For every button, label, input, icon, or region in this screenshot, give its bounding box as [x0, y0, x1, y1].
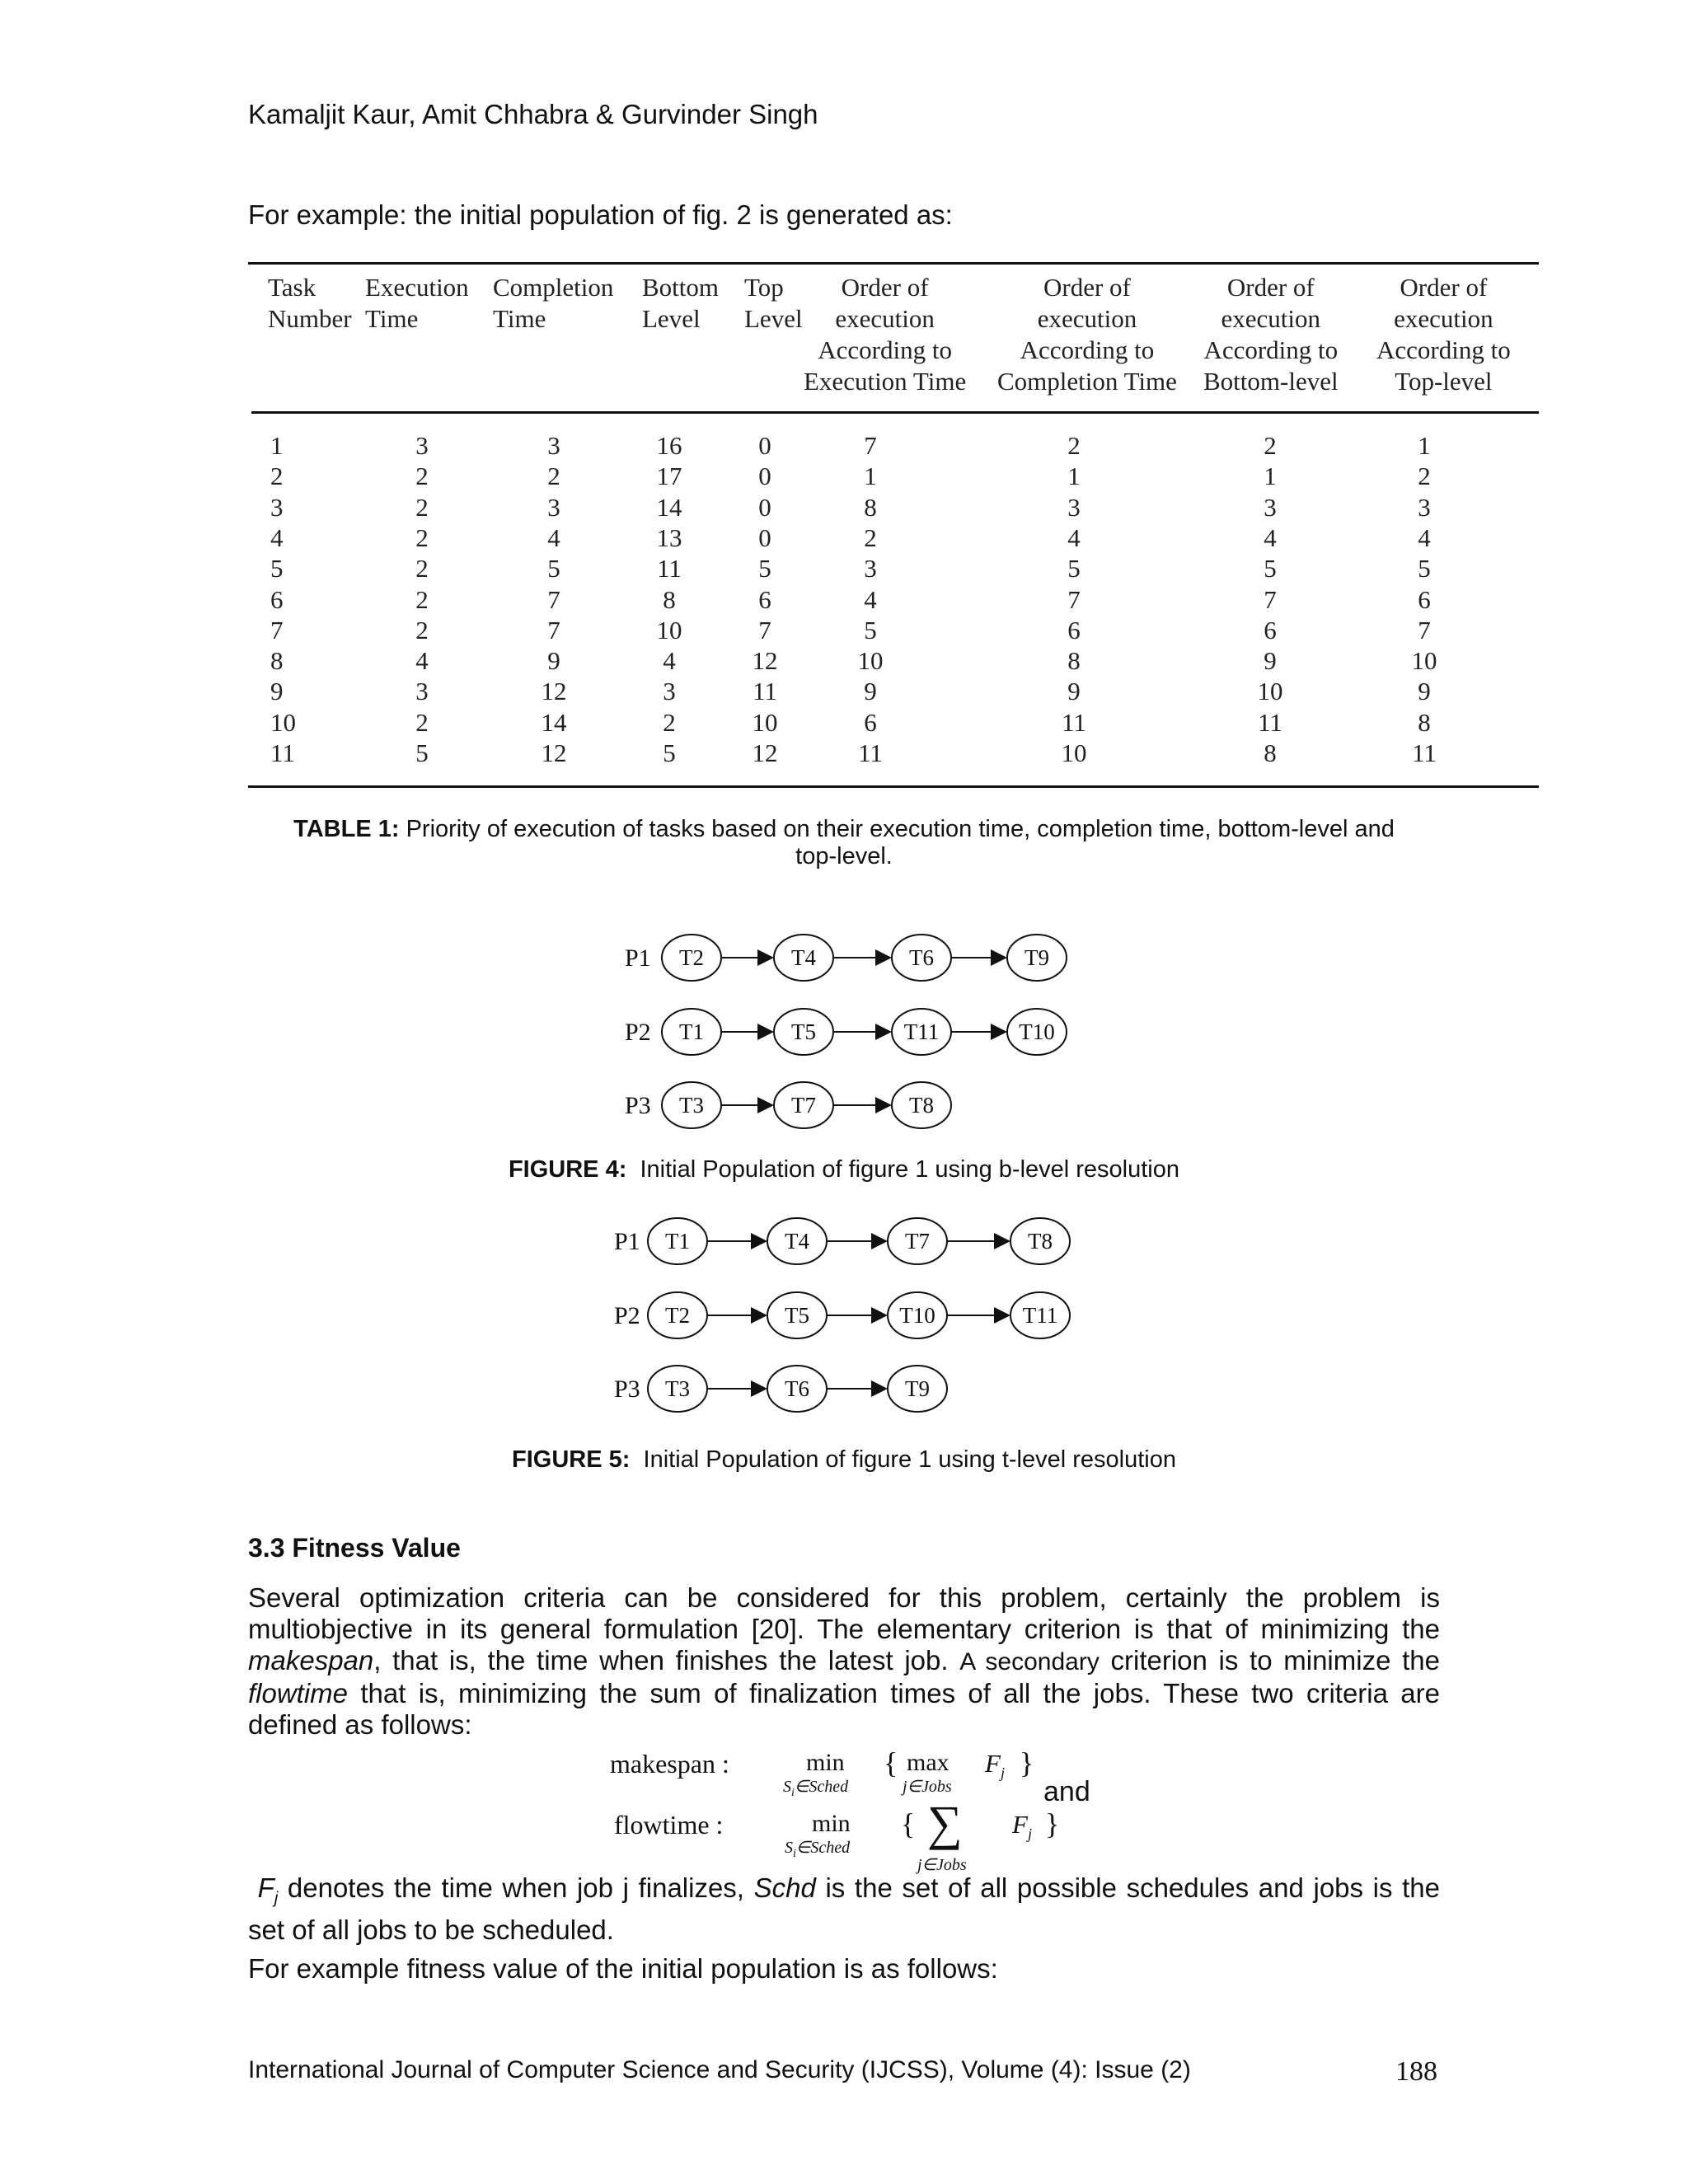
para2-text-a: denotes the time when job j finalizes,: [278, 1872, 754, 1903]
table-cell: 5: [1418, 554, 1431, 583]
makespan-F: $F_j$: [985, 1749, 1005, 1782]
table-cell: 14: [541, 707, 567, 737]
para1-text-d: criterion is to minimize the: [1099, 1645, 1440, 1675]
para1-text-c: A secondary: [959, 1648, 1100, 1675]
figure-5-caption-text: Initial Population of figure 1 using t-level resolution: [643, 1446, 1176, 1473]
table-cell: 10: [1411, 646, 1437, 676]
table-cell: 11: [753, 677, 777, 706]
processor-label: P2: [625, 1019, 651, 1046]
table-bottom-rule: [248, 785, 1539, 788]
task-node-label: T9: [905, 1376, 930, 1401]
table-cell: 7: [270, 615, 284, 644]
table-cell: 8: [1418, 707, 1431, 737]
schd-term: Schd: [753, 1872, 816, 1903]
intro-text: For example: the initial population of fig. 2 is generated as:: [248, 199, 953, 230]
table-caption-text: Priority of execution of tasks based on their execution time, completion time, bottom-level and: [399, 816, 1395, 842]
and-word: and: [1043, 1776, 1090, 1807]
table-cell: 1: [270, 431, 284, 460]
task-node-label: T11: [1022, 1303, 1058, 1328]
table-cell: 3: [415, 677, 429, 706]
table-cell: 0: [758, 523, 771, 552]
table-cell: 9: [1264, 646, 1277, 676]
table-cell: 4: [547, 523, 560, 552]
table-cell: 12: [752, 646, 778, 676]
table-cell: 8: [1264, 738, 1277, 767]
processor-label: P3: [614, 1376, 640, 1403]
table-cell: 5: [270, 554, 284, 583]
table-cell: 3: [1264, 492, 1277, 522]
flowtime-min: min: [812, 1810, 851, 1837]
table-cell: 2: [415, 462, 429, 491]
table-cell: 6: [1418, 584, 1431, 614]
table-cell: 7: [547, 584, 560, 614]
table-cell: 3: [864, 554, 877, 583]
table-cell: 10: [1061, 738, 1087, 767]
table-cell: 11: [1258, 707, 1282, 737]
flowtime-term: flowtime: [248, 1678, 349, 1708]
task-node-label: T1: [665, 1229, 690, 1254]
figure-4-caption: [248, 1156, 1440, 1183]
makespan-brace-close: }: [1020, 1746, 1034, 1779]
paragraph-definitions: [248, 1872, 1440, 1946]
table-column-header: Task Number: [268, 273, 352, 333]
table-cell: 8: [864, 492, 877, 522]
task-node-label: T11: [903, 1019, 940, 1044]
flowtime-min-sub: $S_i\in Sched$: [785, 1839, 851, 1860]
table-cell: 8: [663, 584, 676, 614]
table-cell: 3: [270, 492, 284, 522]
table-cell: 16: [656, 431, 682, 460]
table-cell: 7: [547, 615, 560, 644]
processor-label: P1: [625, 944, 651, 972]
task-node-label: T5: [785, 1303, 809, 1328]
table-column-header: Execution Time: [365, 273, 469, 333]
table-column-header: Completion Time: [493, 273, 614, 333]
table-cell: 2: [663, 707, 676, 737]
table-cell: 3: [415, 431, 429, 460]
makespan-brace-open: {: [884, 1746, 898, 1779]
table-cell: 8: [270, 646, 284, 676]
table-cell: 9: [1418, 677, 1431, 706]
table-cell: 10: [857, 646, 884, 676]
table-cell: 1: [1264, 462, 1277, 491]
task-node-label: T2: [679, 945, 704, 970]
table-cell: 6: [270, 584, 284, 614]
table-cell: 10: [656, 615, 682, 644]
table-cell: 2: [864, 523, 877, 552]
table-cell: 9: [864, 677, 877, 706]
running-header: Kamaljit Kaur, Amit Chhabra & Gurvinder Singh: [248, 99, 818, 129]
processor-label: P1: [614, 1228, 640, 1255]
figure-4-diagram: [610, 923, 1104, 1137]
makespan-max: max: [907, 1749, 950, 1776]
table-cell: 1: [1418, 431, 1431, 460]
makespan-label: makespan :: [610, 1749, 729, 1779]
table-cell: 0: [758, 431, 771, 460]
task-node-label: T8: [909, 1093, 934, 1118]
table-cell: 5: [547, 554, 560, 583]
figure-4-caption-text: Initial Population of figure 1 using b-level resolution: [640, 1156, 1180, 1183]
table-cell: 3: [1418, 492, 1431, 522]
table-cell: 14: [656, 492, 682, 522]
table-cell: 5: [758, 554, 771, 583]
table-cell: 2: [547, 462, 560, 491]
section-title: 3.3 Fitness Value: [248, 1533, 461, 1563]
task-node-label: T4: [785, 1229, 809, 1254]
table-cell: 17: [656, 462, 682, 491]
table-cell: 12: [541, 738, 567, 767]
table-cell: 7: [1067, 584, 1081, 614]
table-cell: 4: [415, 646, 429, 676]
table-cell: 12: [752, 738, 778, 767]
para1-text-e: that is, minimizing the sum of finalization times of all the jobs. These two criteria are defined as follows:: [248, 1678, 1440, 1740]
table-cell: 3: [547, 492, 560, 522]
table-cell: 2: [1418, 462, 1431, 491]
makespan-term: makespan: [248, 1645, 374, 1675]
table-cell: 9: [1067, 677, 1081, 706]
paragraph-fitness: [248, 1582, 1440, 1741]
table-column-header: Bottom Level: [642, 273, 720, 333]
task-node-label: T4: [791, 945, 816, 970]
para1-text-a: Several optimization criteria can be considered for this problem, certainly the problem is multiobjective in its general formulation [20]. The elementary criterion is that of minimizing the: [248, 1582, 1440, 1644]
task-node-label: T7: [905, 1229, 930, 1254]
makespan-min-sub: $S_i\in Sched$: [783, 1778, 849, 1799]
figure-4-caption-label: FIGURE 4:: [508, 1156, 627, 1183]
flowtime-brace-close: }: [1045, 1807, 1060, 1840]
table-cell: 4: [1418, 523, 1431, 552]
table-cell: 11: [858, 738, 883, 767]
table-top-rule: [248, 262, 1539, 265]
table-cell: 6: [758, 584, 771, 614]
table-cell: 2: [270, 462, 284, 491]
table-cell: 5: [1067, 554, 1081, 583]
sigma-symbol: ∑: [927, 1796, 963, 1850]
processor-label: P3: [625, 1092, 651, 1119]
table-cell: 12: [541, 677, 567, 706]
table-cell: 2: [415, 707, 429, 737]
table-cell: 0: [758, 462, 771, 491]
task-node-label: T8: [1028, 1229, 1053, 1254]
task-node-label: T3: [679, 1093, 704, 1118]
table-cell: 9: [547, 646, 560, 676]
table-cell: 1: [864, 462, 877, 491]
task-node-label: T5: [791, 1019, 816, 1044]
table-caption: [248, 816, 1440, 870]
table-cell: 6: [1264, 615, 1277, 644]
figure-5-caption-label: FIGURE 5:: [512, 1446, 631, 1473]
table-cell: 4: [1264, 523, 1277, 552]
table-caption-text-2: top-level.: [795, 843, 893, 869]
makespan-max-sub: j∈Jobs: [903, 1778, 952, 1796]
table-caption-label: TABLE 1:: [293, 816, 400, 842]
task-node-label: T10: [1019, 1019, 1055, 1044]
table-cell: 7: [1418, 615, 1431, 644]
table-cell: 2: [415, 554, 429, 583]
table-cell: 5: [663, 738, 676, 767]
table-cell: 2: [415, 584, 429, 614]
table-cell: 6: [864, 707, 877, 737]
figure-5-caption: [248, 1446, 1440, 1474]
table-cell: 3: [1067, 492, 1081, 522]
table-cell: 11: [1412, 738, 1437, 767]
task-node-label: T2: [665, 1303, 690, 1328]
task-node-label: T1: [679, 1019, 704, 1044]
task-node-label: T6: [909, 945, 934, 970]
table-cell: 2: [1067, 431, 1081, 460]
table-cell: 4: [270, 523, 284, 552]
flowtime-sum-sub: j∈Jobs: [917, 1856, 967, 1874]
flowtime-F: $F_j$: [1012, 1810, 1032, 1843]
table-column-header: Order of execution According to Completion Time: [997, 273, 1177, 396]
table-cell: 1: [1067, 462, 1081, 491]
makespan-min: min: [806, 1749, 845, 1776]
table-cell: 5: [864, 615, 877, 644]
table-cell: 11: [657, 554, 682, 583]
table-cell: 10: [270, 707, 296, 737]
table-cell: 7: [758, 615, 771, 644]
table-cell: 11: [1062, 707, 1086, 737]
table-cell: 2: [415, 523, 429, 552]
table-cell: 10: [1257, 677, 1283, 706]
table-cell: 4: [1067, 523, 1081, 552]
table-cell: 0: [758, 492, 771, 522]
task-node-label: T3: [665, 1376, 690, 1401]
table-cell: 7: [1264, 584, 1277, 614]
table-cell: 7: [864, 431, 877, 460]
flowtime-brace-open: {: [901, 1807, 916, 1840]
table-cell: 11: [270, 738, 295, 767]
table-column-header: Order of execution According to Execution Time: [804, 273, 967, 396]
table-cell: 2: [415, 615, 429, 644]
table-cell: 2: [415, 492, 429, 522]
task-node-label: T10: [899, 1303, 935, 1328]
table-header-rule: [251, 411, 1539, 414]
para2-j: j: [274, 1889, 279, 1908]
table-column-header: Order of execution According to Bottom-level: [1203, 273, 1339, 396]
makespan-formula: [610, 1749, 729, 1779]
table-cell: 6: [1067, 615, 1081, 644]
task-node-label: T6: [785, 1376, 809, 1401]
table-cell: 5: [1264, 554, 1277, 583]
flowtime-label: flowtime :: [614, 1810, 724, 1840]
table-column-header: Top Level: [744, 273, 803, 333]
para2-F: F: [257, 1872, 274, 1903]
table-cell: 3: [547, 431, 560, 460]
journal-footer: International Journal of Computer Science and Security (IJCSS), Volume (4): Issue (2): [248, 2056, 1191, 2083]
page-number: 188: [1395, 2056, 1437, 2087]
para1-text-b: , that is, the time when finishes the latest job.: [373, 1645, 960, 1675]
table-cell: 4: [864, 584, 877, 614]
processor-label: P2: [614, 1302, 640, 1329]
paragraph-example: For example fitness value of the initial population is as follows:: [248, 1953, 998, 1984]
table-cell: 4: [663, 646, 676, 676]
task-node-label: T7: [791, 1093, 816, 1118]
task-node-label: T9: [1025, 945, 1049, 970]
table-cell: 9: [270, 677, 284, 706]
table-cell: 10: [752, 707, 778, 737]
para2-text-b: is the set of all possible schedules and jobs is the set of all jobs to be scheduled.: [248, 1872, 1440, 1945]
table-column-header: Order of execution According to Top-level: [1376, 273, 1511, 396]
table-cell: 5: [415, 738, 429, 767]
figure-5-diagram: [602, 1207, 1104, 1426]
table-cell: 3: [663, 677, 676, 706]
table-cell: 8: [1067, 646, 1081, 676]
table-cell: 13: [656, 523, 682, 552]
table-cell: 2: [1264, 431, 1277, 460]
